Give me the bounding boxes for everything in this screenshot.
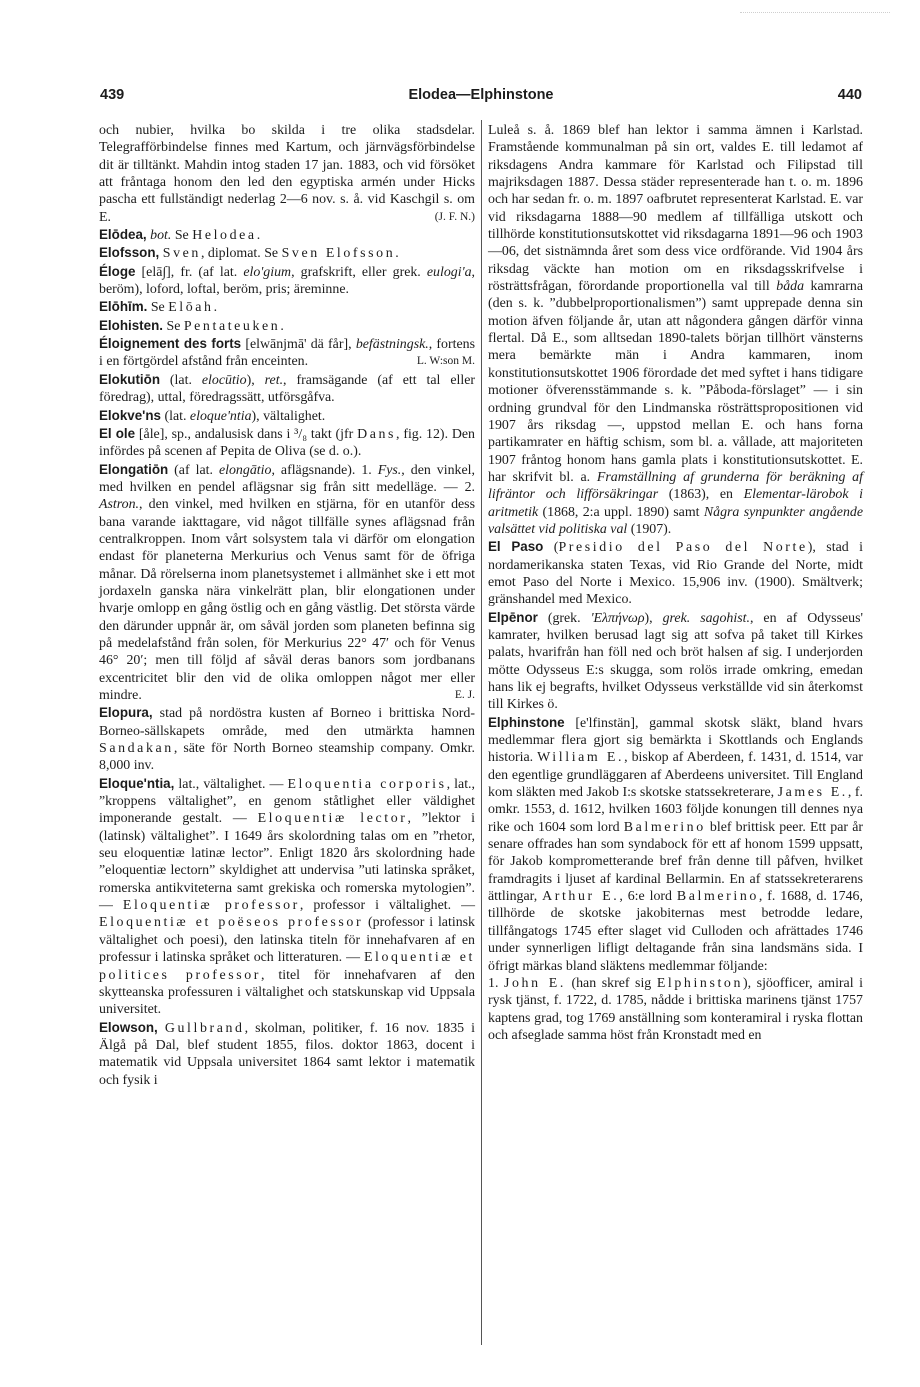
entry-text: Se bbox=[147, 300, 169, 316]
entry-text: 1. bbox=[488, 975, 504, 991]
italic-text: 'Ελπήνωρ bbox=[590, 610, 645, 626]
entry-text: , beröm), loford, loftal, beröm, pris; äreminne. bbox=[99, 264, 475, 298]
dictionary-entry bbox=[99, 371, 475, 407]
entry-text: . bbox=[280, 318, 284, 334]
italic-text: Elementar-lärobok i aritmetik bbox=[488, 487, 863, 520]
dictionary-entry bbox=[99, 263, 475, 299]
spaced-name: Elōah bbox=[168, 300, 214, 316]
italic-text: befästningsk. bbox=[355, 337, 429, 353]
spaced-name: Sven bbox=[162, 246, 201, 262]
entry-text: , diplomat. Se bbox=[200, 246, 282, 262]
dictionary-entry bbox=[99, 1019, 475, 1089]
entry-text: ), bbox=[644, 610, 663, 626]
entry-text: , fig. 12). Den infördes på scenen af Pepita de Oliva (se d. o.). bbox=[99, 426, 475, 460]
italic-text: eulogi'a bbox=[426, 264, 472, 280]
entry-text: (1868, 2:a uppl. 1890) samt bbox=[538, 504, 704, 520]
spaced-name: Dans bbox=[357, 426, 397, 442]
italic-text: elo'gium bbox=[243, 264, 292, 280]
entry-text: , grafskrift, eller grek. bbox=[291, 264, 427, 280]
entry-headword: Elokutiōn bbox=[99, 371, 160, 387]
spaced-name: Balmerino bbox=[676, 889, 759, 905]
italic-text: eloque'ntia bbox=[189, 408, 252, 424]
spaced-name: Presidio del Paso del Norte bbox=[558, 540, 808, 556]
entry-text: Luleå s. å. 1869 blef han lektor i samma ämnen i Karlstad. Framstående kommunalman på sin ort, valdes E. till ledamot af riksdagens Andra kammare för Karlstad och Filipstad till majriksdagen 1887. Dessa städer representerade han t. o. m. 1896 och har sedan fr. o. m. 1897 oafbrutet representerat Karlstad. E. var vid riksdagarna 1888—90 medlem af tillfälliga utskott och tillhörde konstitutionsutskottet vid riksdagarna 1891—96 och 1903—06, det sistnämnda året som dess vice ordförande. Vid 1904 års riksdag väckte han motion om en riksdagsskrifvelse i rösträttsfrågan, förordande proportionella val till bbox=[488, 123, 863, 295]
spaced-name: John E. bbox=[503, 975, 566, 991]
entry-headword: Éloignement des forts bbox=[99, 336, 242, 352]
spaced-name: Sandakan bbox=[99, 741, 174, 757]
dictionary-entry bbox=[488, 122, 863, 538]
entry-text: [elwānjmā' dä får], bbox=[241, 337, 356, 353]
entry-text: (af lat. bbox=[168, 462, 219, 478]
entry-text: (grek. bbox=[537, 610, 591, 626]
entry-headword: Elopura, bbox=[99, 705, 153, 721]
entry-headword: El Paso bbox=[488, 539, 544, 555]
italic-text: elocūtio bbox=[201, 372, 247, 388]
entry-headword: Elofsson, bbox=[99, 245, 160, 261]
right-column bbox=[488, 122, 863, 1044]
author-signature: E. J. bbox=[454, 689, 475, 701]
spaced-name: Arthur E. bbox=[542, 889, 620, 905]
entry-text: [e'lfinstän], gammal skotsk släkt, bland hvars medlemmar flera gjort sig bemärkta i Skottlands och Englands historia. bbox=[488, 715, 863, 766]
dictionary-entry bbox=[488, 538, 863, 608]
spaced-name: Eloquentiæ et politices professor bbox=[99, 950, 475, 983]
page-number-right: 440 bbox=[837, 87, 862, 103]
entry-text: Se bbox=[163, 318, 184, 334]
entry-text: ( bbox=[543, 540, 559, 556]
entry-text: , den vinkel, med hvilken en pendel aflägsnar sig från sitt medelläge. — 2. bbox=[99, 462, 475, 495]
entry-text: stad på nordöstra kusten af Borneo i brittiska Nord-Borneo-sällskapets område, med den utmärkta hamnen bbox=[99, 706, 475, 739]
dictionary-entry bbox=[99, 244, 475, 262]
column-divider bbox=[481, 120, 482, 1345]
entry-text: , säte för North Borneo steamship company. Omkr. 8,000 inv. bbox=[99, 741, 475, 774]
entry-headword: Elōdea, bbox=[99, 227, 147, 243]
author-signature: L. W:son M. bbox=[416, 355, 475, 368]
spaced-name: James E. bbox=[777, 785, 848, 801]
entry-text: (1863), en bbox=[658, 487, 744, 503]
entry-text: ), sjöofficer, amiral i rysk tjänst, f. 1722, d. 1785, nådde i brittiska marinens tjänst 1757 kaptens grad, tog 1769 anställning som konteramiral i ryska flottan och afseglade samma höst från Kronstadt med en bbox=[488, 975, 863, 1043]
entry-text: , ”lektor i (latinsk) vältalighet”. I 1649 års skolordning talas om en ”rhetor, seu eloquentiæ latinæ lector”. Enligt 1820 års skolordning hade ”eloquentiæ lectorn” skyldighet att undervisa ”uti latinska språket, romerska antikviteterna samt grekiska och romerska mytologien”. — bbox=[99, 811, 475, 914]
entry-text: (lat. bbox=[160, 372, 202, 388]
italic-text: elongātio bbox=[218, 462, 272, 478]
entry-headword: Éloge bbox=[99, 263, 136, 279]
dictionary-entry bbox=[488, 975, 863, 1044]
spaced-name: Eloquentia corporis bbox=[287, 776, 447, 792]
author-signature: (J. F. N.) bbox=[434, 210, 475, 223]
entry-text: , 6:e lord bbox=[619, 889, 677, 905]
spaced-name: Gullbrand bbox=[164, 1020, 245, 1036]
italic-text: Fys. bbox=[377, 462, 402, 478]
entry-text: . bbox=[256, 228, 261, 244]
dictionary-entry bbox=[488, 714, 863, 975]
entry-headword: Eloque'ntia, bbox=[99, 775, 175, 791]
entry-headword: Elpēnor bbox=[488, 609, 538, 625]
entry-text: , titel för innehafvaren af den skytteanska professuren i vältalighet och statskunskap vid Uppsala universitet. bbox=[99, 967, 475, 1018]
entry-text: . bbox=[395, 246, 399, 262]
dictionary-entry bbox=[99, 335, 475, 371]
spaced-name: Eloquentiæ et poëseos professor bbox=[99, 915, 364, 931]
entry-text: (han skref sig bbox=[565, 975, 657, 991]
entry-text: ), stad i nordamerikanska staten Texas, vid Rio Grande del Norte, midt emot Paso del Norte i Mexico. 15,906 inv. (1900). Smältverk; gränshandel med Mexico. bbox=[488, 540, 863, 608]
entry-text: och nubier, hvilka bo skilda i tre olika stadsdelar. Telegrafförbindelse finnes med Kartum, och järnvägsförbindelse dit är tilltänkt. Mahdin intog staden 17 jan. 1883, och vid försöket att fråntaga honom den led den egyptiska armén under Hicks pascha ett fullständigt nederlag 2—6 nov. s. å. vid Kaschgil s. om E. bbox=[99, 123, 475, 225]
entry-text: , f. omkr. 1553, d. 1612, hvilken 1603 följde konungen till dennes nya rike och 1604 som lord bbox=[488, 785, 863, 835]
dictionary-entry bbox=[99, 461, 475, 705]
entry-text: , den vinkel, med hvilken en stjärna, för en utanför dess bana varande iakttagare, vid något tillfälle synes aflägsnad från centralkroppen. Inom vårt solsystem tala vi därför om elongation endast för planeterna Merkurius och Venus samt för de öfriga månar. Då rörelserna inom planetsystemet i allmänhet ske i ett mot jordaxeln ganska nära vinkelrätt plan, blir elongationen under hvarje omlopp en gång östlig och en gång västlig. Det största värde den därunder uppnår är, om såväl jorden som planeten befinna sig på medelafstånd från solen, för Merkurius 22° 47′ och för Venus 46° 20′; men till följd af såväl deras banors som jordbanans excentricitet blir den vid de olika omloppen något mer eller mindre. bbox=[99, 497, 475, 703]
italic-text: Några synpunkter angående valsättet vid politiska val bbox=[488, 504, 863, 537]
running-title: Elodea—Elphinstone bbox=[408, 87, 554, 103]
entry-text: , f. 1688, d. 1746, tillhörde de skotske jakobiternas mest betrodde ledare, tillfångatogs 1745 efter slaget vid Culloden och afrättades 1746 under synnerligen lifligt deltagande från sina landsmäns sida. I öfrigt märkas bland släktens medlemmar följande: bbox=[488, 889, 863, 974]
entry-text: (1907). bbox=[627, 521, 672, 537]
dictionary-entry bbox=[99, 298, 475, 316]
dictionary-entry bbox=[99, 317, 475, 335]
dictionary-entry bbox=[99, 226, 475, 244]
italic-text: grek. sagohist. bbox=[662, 610, 750, 626]
dictionary-entry bbox=[99, 407, 475, 425]
entry-text: [åle], sp., andalusisk dans i ³/₈ takt (jfr bbox=[135, 426, 358, 442]
entry-text: lat., vältalighet. — bbox=[174, 776, 288, 792]
entry-text: (lat. bbox=[160, 408, 190, 424]
entry-headword: Elokve'ns bbox=[99, 407, 161, 423]
italic-text: bot. bbox=[150, 228, 172, 244]
italic-text: ret. bbox=[264, 372, 284, 388]
italic-text: Framställning af grunderna för beräkning af lifräntor och lifförsäkringar bbox=[488, 469, 863, 503]
spaced-name: William E. bbox=[537, 750, 625, 766]
entry-text: Se bbox=[171, 228, 193, 244]
entry-headword: Elowson, bbox=[99, 1019, 158, 1035]
spaced-name: Eloquentiæ professor bbox=[122, 898, 300, 914]
spaced-name: Balmerino bbox=[623, 819, 706, 835]
entry-headword: Elphinstone bbox=[488, 714, 565, 730]
entry-text: , skolman, politiker, f. 16 nov. 1835 i Älgå på Dal, blef student 1855, filos. doktor 1863, docent i matematik vid Uppsala universitet 1864 samt lektor i matematik och fysik i bbox=[99, 1020, 475, 1088]
scan-artifact bbox=[740, 12, 890, 15]
italic-text: Astron. bbox=[99, 497, 140, 513]
left-column bbox=[99, 122, 475, 1089]
entry-text: ), vältalighet. bbox=[251, 408, 326, 424]
entry-text: , en af Odysseus' kamrater, hvilken berusad lagt sig att sofva på taket till Kirkes palats, hvarifrån han föll ned och bröt halsen af sig. I underjorden mötte Odysseus E:s skugga, som rolös irrade omkring, emedan hans lik ej begrafts, hvilket Odysseus verkställde vid sin återkomst till Kirkes ö. bbox=[488, 610, 863, 713]
entry-text: , biskop af Aberdeen, f. 1431, d. 1514, var den egentlige grundläggaren af Aberdeens universitet. Till England kom släkten med Jakob I:s skotske statssekreterare, bbox=[488, 750, 863, 801]
entry-headword: Elohisten. bbox=[99, 317, 163, 333]
entry-text: blef brittisk peer. Ett par år senare offrades han som syndabock för ett af honom 1599 uppsatt, för Jakob komprometterande bref från denne till påfven, hvilket framdragits i ljuset af kardinal Bellarmin. En af statssekreterarens ättlingar, bbox=[488, 819, 863, 905]
dictionary-entry bbox=[99, 704, 475, 774]
entry-text: , lat., ”kroppens vältalighet”, en genom ståtlighet eller väldighet imponerande gestalt. — bbox=[99, 776, 475, 827]
entry-text: kamrarna (den s. k. ”dubbelproportionalismen”) samt upprepade denna sin motion äfven följande år, utan att någondera gången därför vinna flertal. Då E., som alltsedan 1890-talets början tillhört vänsterns mera bemärkte män i Andra kammaren, inom konstitutionsutskottet 1906 förordade det med syftet i hans tidigare motioner öfverensstämmande s. k. ”Påboda-förslaget” — i sin ordning grundval för den Lindmanska rösträttspropositionen vid 1907 års riksdag —, uppstod mellan E. och hans forna partikamrater en häftig schism, som bl. a. vållade, att majoriteten 1907 fråntog honom hans gamla plats i konstitutionsutskottet. E. har skrifvit bl. a. bbox=[488, 279, 863, 485]
italic-text: båda bbox=[776, 279, 805, 295]
spaced-name: Elphinston bbox=[656, 975, 744, 991]
entry-headword: El ole bbox=[99, 425, 136, 441]
dictionary-entry bbox=[488, 609, 863, 714]
spaced-name: Eloquentiæ lector bbox=[257, 811, 408, 827]
dictionary-entry bbox=[99, 425, 475, 461]
page-number-left: 439 bbox=[100, 87, 125, 103]
entry-text: ), bbox=[246, 372, 265, 388]
entry-text: , fortens i en förtgördel afstånd från enceinten. bbox=[99, 337, 476, 370]
entry-text: [elā∫], fr. (af lat. bbox=[135, 264, 244, 280]
running-header bbox=[100, 87, 862, 109]
spaced-name: Sven Elofsson bbox=[281, 246, 396, 262]
spaced-name: Helodea bbox=[192, 228, 257, 244]
entry-text: , framsägande (af ett tal eller föredrag), uttal, föredragssätt, utförsgåfva. bbox=[99, 372, 476, 406]
entry-text: , aflägsnande). 1. bbox=[271, 462, 378, 478]
spaced-name: Pentateuken bbox=[183, 318, 281, 334]
entry-headword: Elōhīm. bbox=[99, 299, 148, 315]
entry-text: , professor i vältalighet. — bbox=[299, 898, 475, 914]
entry-text: . bbox=[213, 300, 218, 316]
entry-text bbox=[158, 1021, 165, 1036]
dictionary-entry bbox=[99, 122, 475, 226]
entry-text: (professor i latinsk vältalighet och poesi), den latinska titeln för innehafvaren af en professur i latinska språket och litteraturen. — bbox=[99, 915, 475, 966]
dictionary-entry bbox=[99, 775, 475, 1019]
entry-headword: Elongatiōn bbox=[99, 461, 169, 477]
